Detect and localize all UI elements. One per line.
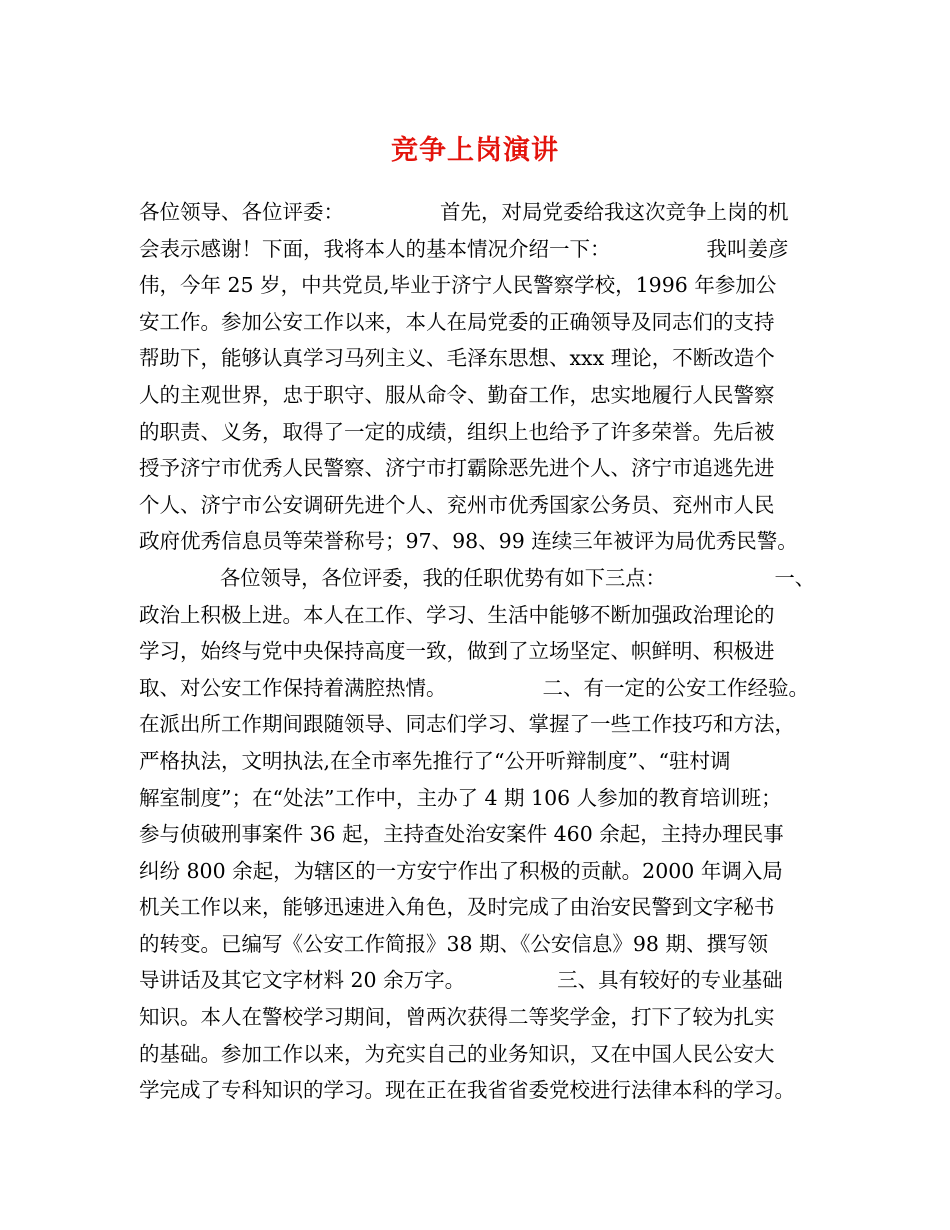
text-line [139,1036,815,1073]
text-line [139,633,815,670]
text-line [139,450,815,487]
text-line [139,340,815,377]
text-segment: 三、具有较好的专业基础 [557,968,783,993]
text-line [139,597,815,634]
text-segment: 严格执法，文明执法,在全市率先推行了“公开听辩制度”、“驻村调 [139,748,731,773]
text-line [139,962,815,999]
text-segment: 安工作。参加公安工作以来，本人在局党委的正确领导及同志们的支持 [139,309,775,334]
text-line [139,780,815,817]
text-segment: 首先，对局党委给我这次竞争上岗的机 [440,200,789,224]
text-line [139,560,815,597]
text-segment: 在派出所工作期间跟随领导、同志们学习、掌握了一些工作技巧和方法， [139,712,795,737]
text-segment: 解室制度”；在“处法”工作中，主办了 4 期 106 人参加的教育培训班； [139,785,782,810]
text-segment: 政治上积极上进。本人在工作、学习、生活中能够不断加强政治理论的 [139,602,775,627]
text-segment: 的转变。已编写《公安工作简报》38 期、《公安信息》98 期、撰写领 [139,931,768,956]
text-segment: 伟，今年 25 岁，中共党员,毕业于济宁人民警察学校，1996 年参加公 [139,273,777,298]
text-segment: 二、有一定的公安工作经验。 [542,675,809,700]
text-segment: 知识。本人在警校学习期间，曾两次获得二等奖学金，打下了较为扎实 [139,1005,775,1030]
text-segment: 政府优秀信息员等荣誉称号；97、98、99 连续三年被评为局优秀民警。 [139,529,798,554]
text-segment: 授予济宁市优秀人民警察、济宁市打霸除恶先进个人、济宁市追逃先进 [139,456,775,481]
text-segment: 参与侦破刑事案件 36 起，主持查处治安案件 460 余起，主持办理民事 [139,822,784,847]
text-line [139,670,815,707]
text-segment: 个人、济宁市公安调研先进个人、兖州市优秀国家公务员、兖州市人民 [139,492,775,517]
text-segment: 各位领导、各位评委： [139,200,344,224]
text-line [139,377,815,414]
text-segment: 学完成了专科知识的学习。现在正在我省省委党校进行法律本科的学习。 [139,1078,795,1103]
text-segment: 一、 [774,565,815,590]
text-line [139,487,815,524]
text-line [139,414,815,451]
text-segment: 的职责、义务，取得了一定的成绩，组织上也给予了许多荣誉。先后被 [139,419,775,444]
text-line [139,523,815,560]
text-segment: 的基础。参加工作以来，为充实自己的业务知识，又在中国人民公安大 [139,1041,775,1066]
document-title: 竞争上岗演讲 [391,135,559,166]
text-segment: 我叫姜彦 [706,236,789,261]
text-line [139,267,815,304]
text-line [139,231,815,268]
text-line [139,816,815,853]
text-line [139,194,815,231]
text-segment: 会表示感谢！下面，我将本人的基本情况介绍一下： [139,236,611,261]
text-line [139,926,815,963]
text-segment: 帮助下，能够认真学习马列主义、毛泽东思想、xxx 理论，不断改造个 [139,346,775,371]
text-segment: 学习，始终与党中央保持高度一致，做到了立场坚定、帜鲜明、积极进 [139,639,775,664]
text-line [139,743,815,780]
text-segment: 机关工作以来，能够迅速进入角色，及时完成了由治安民警到文字秘书 [139,895,775,920]
document-body [139,194,815,1109]
text-segment: 导讲话及其它文字材料 20 余万字。 [139,968,466,993]
text-line [139,304,815,341]
text-line [139,999,815,1036]
text-segment: 各位领导，各位评委，我的任职优势有如下三点： [220,565,666,590]
text-line [139,853,815,890]
text-line [139,1072,815,1109]
text-segment: 纠纷 800 余起，为辖区的一方安宁作出了积极的贡献。2000 年调入局 [139,858,783,883]
text-segment: 人的主观世界，忠于职守、服从命令、勤奋工作，忠实地履行人民警察 [139,382,775,407]
text-segment: 取、对公安工作保持着满腔热情。 [139,675,447,700]
text-line [139,706,815,743]
text-line [139,889,815,926]
